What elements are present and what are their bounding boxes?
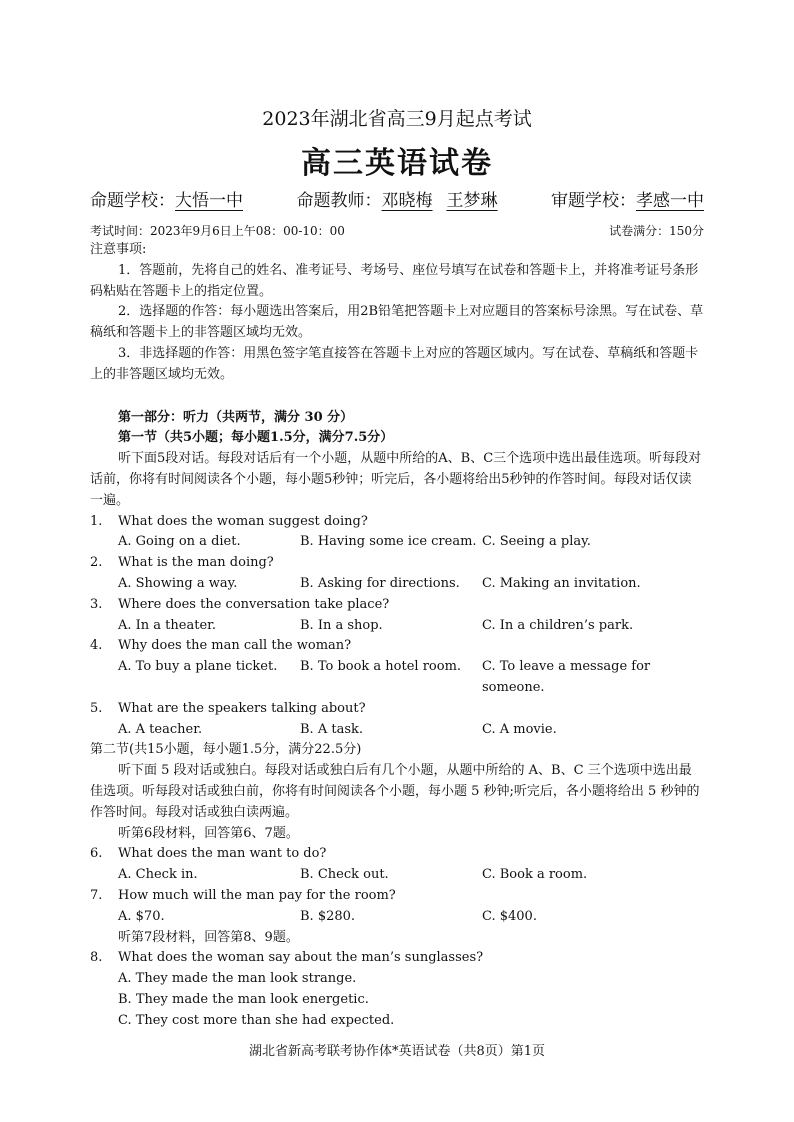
option-c: C. Seeing a play.: [482, 534, 591, 550]
school-info: 命题学校：大悟一中: [90, 191, 243, 211]
option-b: B. They made the man look energetic.: [118, 991, 369, 1007]
question-8: 8. What does the woman say about the man’s sunglasses? A. They made the man look strange. B. They made the man look energetic. C. They cost more than she had expected.: [90, 948, 704, 1031]
question-3: 3. Where does the conversation take place? A. In a theater. B. In a shop. C. In a children’s park.: [90, 595, 704, 637]
option-a: A. To buy a plane ticket.: [118, 659, 278, 675]
teacher-info: 命题教师：邓晓梅 王梦琳: [296, 191, 498, 211]
section1-title: 第一节（共5小题；每小题1.5分，满分7.5分）: [118, 430, 394, 446]
question-4: 4. Why does the man call the woman? A. To buy a plane ticket. B. To book a hotel room. C. To leave a message for someone.: [90, 636, 704, 698]
question-text: What does the man want to do?: [118, 846, 327, 862]
question-5: 5. What are the speakers talking about? A. A teacher. B. A task. C. A movie.: [90, 699, 704, 741]
question-1: 1. What does the woman suggest doing? A. Going on a diet. B. Having some ice cream. C. Seeing a play.: [90, 512, 704, 554]
option-c: C. Book a room.: [482, 867, 588, 883]
question-6: 6. What does the man want to do? A. Check in. B. Check out. C. Book a room.: [90, 844, 704, 886]
option-a: A. In a theater.: [118, 617, 217, 633]
option-c: C. To leave a message for someone.: [482, 659, 651, 695]
section2-instructions: 听下面 5 段对话或独白。每段对话或独白后有几个小题，从题中所给的 A、B、C 三个选项中选出最佳选项。听每段对话或独白前，你将有时间阅读各个小题，每小题 5 秒钟;听完后，各小题将给出 5 秒钟的作答时间。每段对话或独白读两遍。: [90, 763, 700, 820]
option-b: B. Asking for directions.: [300, 575, 460, 591]
question-text: What is the man doing?: [118, 555, 274, 571]
exam-time: 考试时间：2023年9月6日上午08：00-10：00: [90, 224, 345, 238]
option-c: C. Making an invitation.: [482, 575, 641, 591]
teacher-names: 邓晓梅 王梦琳: [381, 191, 498, 211]
option-a: A. Showing a way.: [118, 575, 238, 591]
option-b: B. Check out.: [300, 867, 389, 883]
exam-subtitle: 高三英语试卷: [301, 146, 493, 181]
question-2: 2. What is the man doing? A. Showing a way. B. Asking for directions. C. Making an invitation.: [90, 553, 704, 595]
option-c: C. $400.: [482, 908, 537, 924]
section2-title: 第二节(共15小题，每小题1.5分，满分22.5分): [90, 742, 362, 758]
school-name: 大悟一中: [175, 191, 243, 211]
question-text: What does the woman suggest doing?: [118, 513, 368, 529]
notes-item-3: 3．非选择题的作答：用黑色签字笔直接答在答题卡上对应的答题区域内。写在试卷、草稿纸和答题卡上的非答题区域均无效。: [90, 345, 699, 382]
notes-title: 注意事项:: [90, 242, 147, 257]
question-text: How much will the man pay for the room?: [118, 887, 396, 903]
page-footer: 湖北省新高考联考协作体*英语试卷（共8页）第1页: [248, 1044, 546, 1059]
option-a: A. A teacher.: [118, 721, 203, 737]
question-text: What does the woman say about the man’s sunglasses?: [118, 950, 484, 966]
exam-score: 试卷满分：150分: [609, 224, 704, 238]
option-b: B. A task.: [300, 721, 363, 737]
option-a: A. Going on a diet.: [118, 534, 241, 550]
question-text: Why does the man call the woman?: [118, 638, 352, 654]
section1-instructions: 听下面5段对话。每段对话后有一个小题，从题中所给的A、B、C三个选项中选出最佳选项。听每段对话前，你将有时间阅读各个小题，每小题5秒钟；听完后，各小题将给出5秒钟的作答时间。每段对话仅读一遍。: [90, 451, 702, 508]
option-a: A. $70.: [118, 908, 165, 924]
option-c: C. In a children’s park.: [482, 617, 634, 633]
option-b: B. $280.: [300, 908, 356, 924]
material-6-note: 听第6段材料，回答第6、7题。: [118, 825, 299, 841]
option-b: B. In a shop.: [300, 617, 383, 633]
reviewer-name: 孝感一中: [636, 191, 704, 211]
option-b: B. Having some ice cream.: [300, 534, 477, 550]
notes-item-2: 2．选择题的作答：每小题选出答案后，用2B铅笔把答题卡上对应题目的答案标号涂黑。写在试卷、草稿纸和答题卡上的非答题区域均无效。: [90, 304, 704, 341]
option-a: A. They made the man look strange.: [118, 971, 357, 987]
question-text: Where does the conversation take place?: [118, 596, 390, 612]
exam-title: 2023年湖北省高三9月起点考试: [262, 108, 532, 130]
exam-staff-line: [90, 186, 704, 211]
option-b: B. To book a hotel room.: [300, 659, 462, 675]
question-7: 7. How much will the man pay for the room? A. $70. B. $280. C. $400.: [90, 886, 704, 928]
part1-title: 第一部分：听力（共两节，满分 30 分）: [118, 409, 354, 425]
question-text: What are the speakers talking about?: [118, 700, 366, 716]
reviewer-info: 审题学校：孝感一中: [551, 191, 704, 211]
material-7-note: 听第7段材料，回答第8、9题。: [118, 929, 299, 945]
option-c: C. A movie.: [482, 721, 557, 737]
option-a: A. Check in.: [118, 867, 198, 883]
option-c: C. They cost more than she had expected.: [118, 1012, 395, 1028]
exam-body: [90, 240, 704, 1031]
notes-item-1: 1．答题前，先将自己的姓名、准考证号、考场号、座位号填写在试卷和答题卡上，并将准考证号条形码粘贴在答题卡上的指定位置。: [90, 262, 699, 299]
exam-meta-line: [90, 222, 704, 239]
